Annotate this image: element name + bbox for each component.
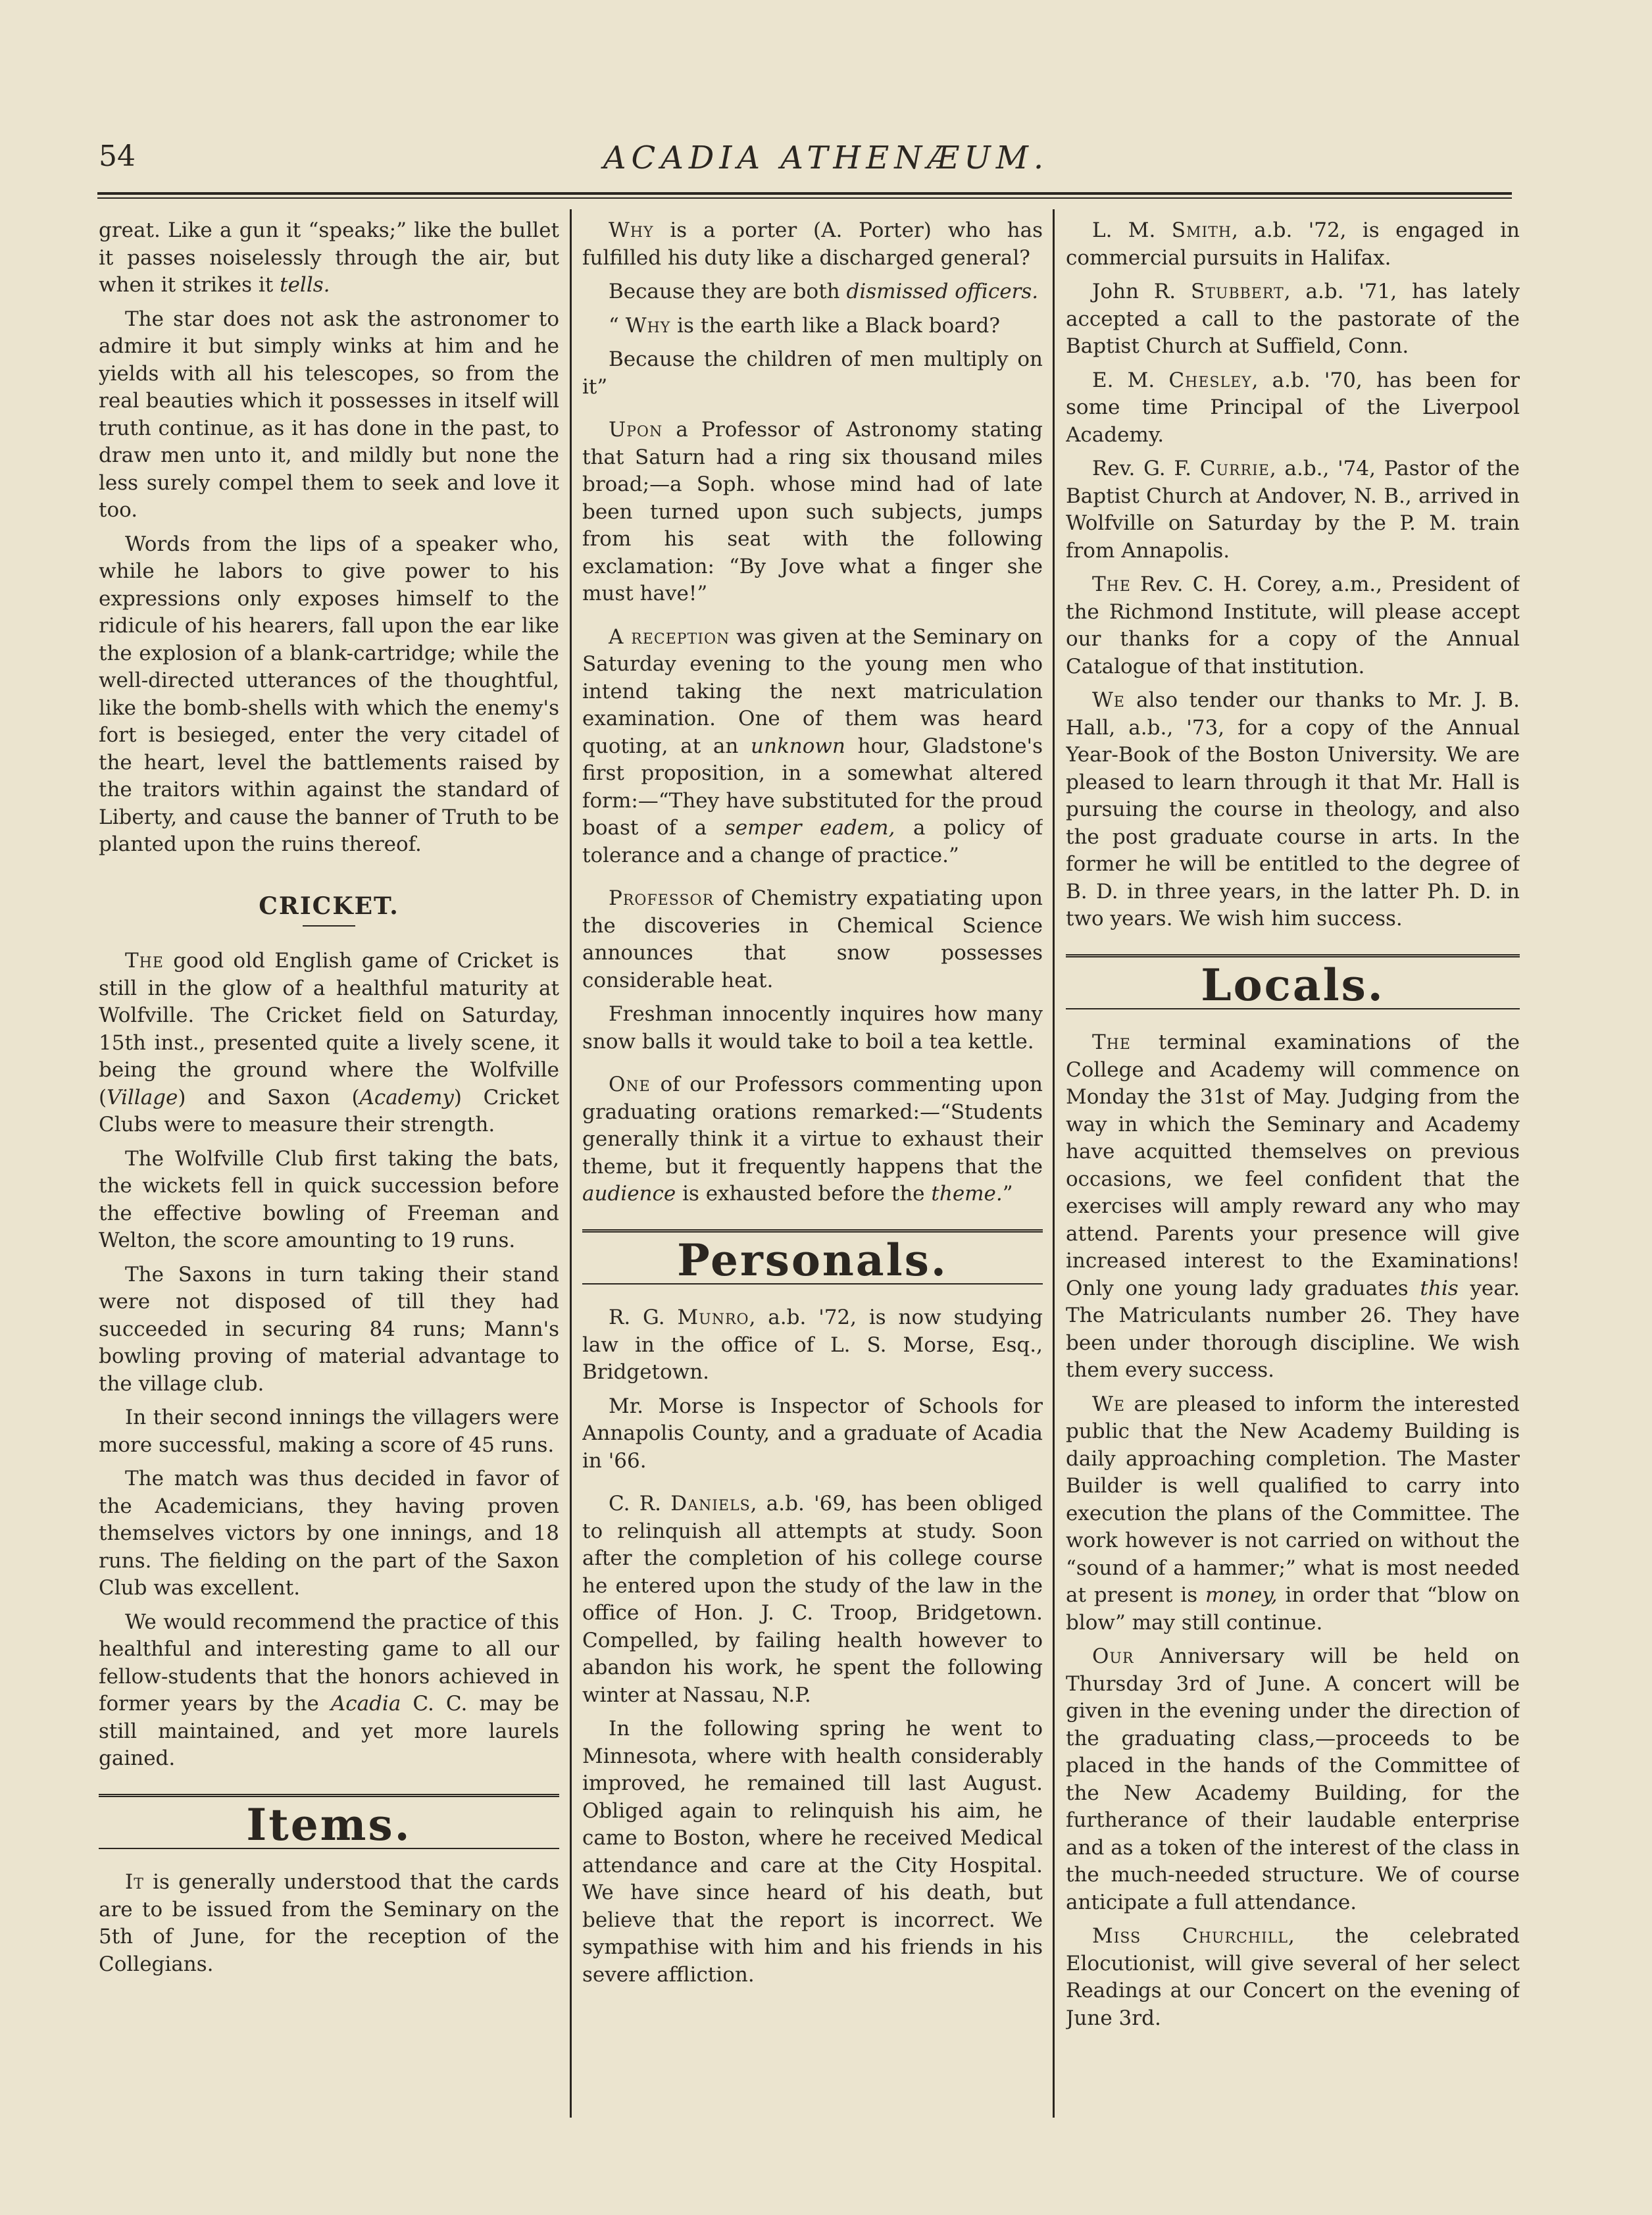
personal-paragraph: In the following spring he went to Minnesota, where with health considerably improved, he remained till last August. Obliged again to relinquish his aim, he came to Boston, where he received Medical attendance and care at the City Hospital. We have since heard of his death, but believe that the report is incorrect. We sympathise with him and his friends in his severe affliction. [582,1717,1043,1987]
item-paragraph: Professor of Chemistry expatiating upon the discoveries in Chemical Science announces that snow possesses considerable heat. [582,886,1043,992]
personal-paragraph: R. G. Munro, a.b. '72, is now studying law in the office of L. S. Morse, Esq., Bridgetown. [582,1306,1043,1384]
item-paragraph: Upon a Professor of Astronomy stating that Saturn had a ring six thousand miles broad;—a Soph. whose mind had of late been turned upon such subjects, jumps from his seat with the following exclamation: “By Jove what a finger she must have!” [582,418,1043,605]
item-paragraph: One of our Professors commenting upon graduating orations remarked:—“Students generally think it a virtue to exhaust their theme, but it frequently happens that the audience is exhausted before the theme.” [582,1073,1043,1206]
joke-paragraph: Because they are both dismissed officers. [609,280,1039,303]
personal-paragraph: L. M. Smith, a.b. '72, is engaged in commercial pursuits in Halifax. [1066,218,1520,270]
personal-paragraph: C. R. Daniels, a.b. '69, has been obliged to relinquish all attempts at study. Soon after the completion of his college course he entered upon the study of the law in the office of Hon. J. C. Troop, Bridgetown. Compelled, by failing health however to abandon his work, he spent the following winter at Nassau, N.P. [582,1492,1043,1707]
header-rule [97,192,1512,195]
section-rule [582,1229,1043,1234]
locals-paragraph: Our Anniversary will be held on Thursday 3rd of June. A concert will be given in the evening under the direction of the graduating class,—proceeds to be placed in the hands of the Committee of the New Academy Building, for the furtherance of their laudable enterprise and as a token of the interest of the class in the much-needed structure. We of course anticipate a full attendance. [1066,1644,1520,1914]
article-paragraph: The star does not ask the astronomer to admire it but simply winks at him and he yields with all his telescopes, so from the real beauties which it possesses in itself will truth continue, as it has done in the past, to draw men unto it, and mildly but none the less surely compel them to seek and love it too. [99,307,559,522]
header-rule-thin [97,197,1512,199]
column-1 [99,217,559,2191]
personal-paragraph: Mr. Morse is Inspector of Schools for Annapolis County, and a graduate of Acadia in '66. [582,1394,1043,1473]
section-heading-cricket: CRICKET. [259,892,399,920]
section-heading-locals: Locals. [1201,959,1385,1011]
cricket-paragraph: We would recommend the practice of this healthful and interesting game to all our fellow-students that the honors achieved in former years by the Acadia C. C. may be still maintained, and yet more laurels gained. [99,1610,559,1770]
joke-paragraph: Why is a porter (A. Porter) who has fulfilled his duty like a discharged general? [582,218,1043,270]
personal-paragraph: The Rev. C. H. Corey, a.m., President of the Richmond Institute, will please accept our thanks for a copy of the Annual Catalogue of that institution. [1066,573,1520,678]
item-paragraph: Freshman innocently inquires how many snow balls it would take to boil a tea kettle. [582,1002,1043,1054]
cricket-paragraph: The Saxons in turn taking their stand were not disposed of till they had succeeded in securing 84 runs; Mann's bowling proving of material advantage to the village club. [99,1262,559,1396]
joke-paragraph: “ Why is the earth like a Black board? [609,313,1000,338]
running-head: ACADIA ATHENÆUM. [603,140,1049,176]
section-heading-items: Items. [246,1798,412,1850]
personal-paragraph: Rev. G. F. Currie, a.b., '74, Pastor of the Baptist Church at Andover, N. B., arrived in Wolfville on Saturday by the P. M. train from Annapolis. [1066,457,1520,563]
cricket-paragraph: The Wolfville Club first taking the bats, the wickets fell in quick succession before the effective bowling of Freeman and Welton, the score amounting to 19 runs. [99,1146,559,1252]
personal-paragraph: John R. Stubbert, a.b. '71, has lately accepted a call to the pastorate of the Baptist Church at Suffield, Conn. [1066,280,1520,358]
section-rule [99,1794,559,1798]
column-2 [582,217,1043,2191]
page-number: 54 [99,140,136,173]
column-3 [1066,217,1520,2191]
article-paragraph: great. Like a gun it “speaks;” like the bullet it passes noiselessly through the air, but when it strikes it tells. [99,218,559,297]
heading-rule [303,925,355,927]
section-rule [1066,954,1520,959]
items-paragraph: It is generally understood that the cards are to be issued from the Seminary on the 5th of June, for the reception of the Collegians. [99,1870,559,1976]
joke-paragraph: Because the children of men multiply on it” [582,347,1043,399]
cricket-paragraph: The match was thus decided in favor of the Academicians, they having proven themselves victors by one innings, and 18 runs. The fielding on the part of the Saxon Club was excellent. [99,1467,559,1600]
section-heading-personals: Personals. [677,1234,948,1286]
locals-paragraph: Miss Churchill, the celebrated Elocutionist, will give several of her select Readings at our Concert on the evening of June 3rd. [1066,1924,1520,2030]
column-divider-2 [1053,209,1055,2118]
article-paragraph: Words from the lips of a speaker who, while he labors to give power to his expressions only exposes himself to the ridicule of his hearers, fall upon the ear like the explosion of a blank-cartridge; while the well-directed utterances of the thoughtful, like the bomb-shells with which the enemy's fort is besieged, enter the very citadel of the heart, level the battlements raised by the traitors within against the standard of Liberty, and cause the banner of Truth to be planted upon the ruins thereof. [99,532,559,856]
locals-paragraph: The terminal examinations of the College and Academy will commence on Monday the 31st of May. Judging from the way in which the Seminary and Academy have acquitted themselves on previous occasions, we feel confident that the exercises will amply reward any who may attend. Parents your presence will give increased interest to the Examinations! Only one young lady graduates this year. The Matriculants number 26. They have been under thorough discipline. We wish them every success. [1066,1031,1520,1382]
item-paragraph: A reception was given at the Seminary on Saturday evening to the young men who intend taking the next matriculation examination. One of them was heard quoting, at an unknown hour, Gladstone's first proposition, in a somewhat altered form:—“They have substituted for the proud boast of a semper eadem, a policy of tolerance and a change of practice.” [582,624,1043,867]
cricket-paragraph: In their second innings the villagers were more successful, making a score of 45 runs. [99,1406,559,1457]
cricket-paragraph: The good old English game of Cricket is still in the glow of a healthful maturity at Wolfville. The Cricket field on Saturday, 15th inst., presented quite a lively scene, it being the ground where the Wolfville (Village) and Saxon (Academy) Cricket Clubs were to measure their strength. [99,949,559,1136]
personal-paragraph: We also tender our thanks to Mr. J. B. Hall, a.b., '73, for a copy of the Annual Year-Book of the Boston University. We are pleased to learn through it that Mr. Hall is pursuing the course in theology, and also the post graduate course in arts. In the former he will be entitled to the degree of B. D. in three years, in the latter Ph. D. in two years. We wish him success. [1066,688,1520,930]
personal-paragraph: E. M. Chesley, a.b. '70, has been for some time Principal of the Liverpool Academy. [1066,368,1520,447]
locals-paragraph: We are pleased to inform the interested public that the New Academy Building is daily approaching completion. The Master Builder is well qualified to carry into execution the plans of the Committee. The work however is not carried on without the “sound of a hammer;” what is most needed at present is money, in order that “blow on blow” may still continue. [1066,1392,1520,1635]
column-divider-1 [570,209,572,2118]
